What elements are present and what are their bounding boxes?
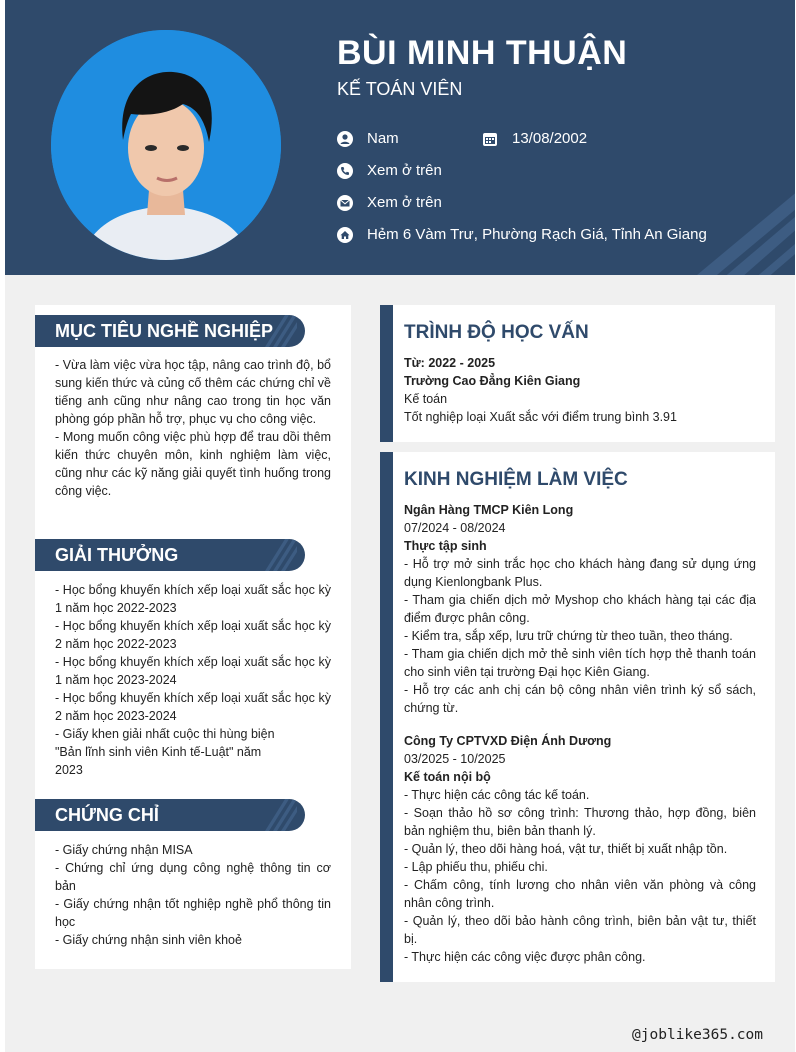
job-duty: - Thực hiện các công việc được phân công. (404, 950, 646, 964)
list-item: - Giấy khen giải nhất cuộc thi hùng biện "Bản lĩnh sinh viên Kinh tế-Luật" năm 2023 (55, 727, 275, 777)
birthdate-row (482, 130, 587, 147)
phone-row (337, 162, 442, 179)
list-item: - Mong muốn công việc phù hợp để trau dồi thêm kiến thức chuyên môn, kinh nghiệm làm việc, cũng như các kỹ năng giải quyết tình huống trong công việc. (55, 430, 331, 498)
job-period: 07/2024 - 08/2024 (404, 521, 506, 535)
email-value: Xem ở trên (367, 194, 442, 211)
phone-value: Xem ở trên (367, 162, 442, 179)
list-item: - Học bổng khuyến khích xếp loại xuất sắc học kỳ 2 năm học 2023-2024 (55, 691, 331, 723)
experience-heading: KINH NGHIỆM LÀM VIỆC (404, 469, 628, 490)
list-item: - Vừa làm việc vừa học tập, nâng cao trình độ, bổ sung kiến thức và củng cố thêm các chứng chỉ về tiếng anh cũng như nâng cao trong tin học văn phòng góp phần hỗ trợ, phục vụ cho công việc. (55, 358, 331, 426)
education-heading: TRÌNH ĐỘ HỌC VẤN (404, 322, 589, 343)
email-row (337, 194, 442, 211)
phone-icon (337, 163, 353, 179)
certificates-list (55, 841, 331, 949)
section-accent-bar (380, 305, 393, 442)
career-goal-heading: MỤC TIÊU NGHỀ NGHIỆP (35, 315, 305, 347)
list-item: - Học bổng khuyến khích xếp loại xuất sắc học kỳ 1 năm học 2022-2023 (55, 583, 331, 615)
left-column (35, 305, 351, 969)
major: Kế toán (404, 392, 448, 406)
job-duty: - Kiểm tra, sắp xếp, lưu trữ chứng từ theo tuần, theo tháng. (404, 629, 733, 643)
section-accent-bar (380, 452, 393, 982)
user-icon (337, 131, 353, 147)
job-duty: - Quản lý, theo dõi hàng hoá, vật tư, thiết bị xuất nhập tồn. (404, 842, 728, 856)
job-title: KẾ TOÁN VIÊN (337, 79, 463, 99)
gender-row (337, 130, 399, 147)
job-duty: - Tham gia chiến dịch mở Myshop cho khách hàng tại các địa điểm được phân công. (404, 593, 756, 625)
education-section (380, 305, 775, 442)
calendar-icon (482, 131, 498, 147)
candidate-name: BÙI MINH THUẬN (337, 34, 628, 72)
company-name: Công Ty CPTVXD Điện Ánh Dương (404, 734, 612, 748)
job-position: Thực tập sinh (404, 539, 487, 553)
school-name: Trường Cao Đẳng Kiên Giang (404, 374, 581, 388)
decorative-stripes (655, 165, 795, 275)
address-row (337, 226, 707, 243)
awards-list (55, 581, 331, 779)
cv-header (5, 0, 795, 275)
list-item: - Chứng chỉ ứng dụng công nghệ thông tin cơ bản (55, 861, 331, 893)
job-duty: - Lập phiếu thu, phiếu chi. (404, 860, 548, 874)
heading-stripes (247, 799, 297, 831)
job-entry (404, 732, 756, 966)
certificates-heading: CHỨNG CHỈ (35, 799, 305, 831)
list-item: - Học bổng khuyến khích xếp loại xuất sắc học kỳ 2 năm học 2022-2023 (55, 619, 331, 651)
job-period: 03/2025 - 10/2025 (404, 752, 506, 766)
home-icon (337, 227, 353, 243)
gender-value: Nam (367, 130, 399, 147)
career-goal-list (55, 356, 331, 500)
graduation-result: Tốt nghiệp loại Xuất sắc với điểm trung bình 3.91 (404, 410, 677, 424)
birthdate-value: 13/08/2002 (512, 130, 588, 147)
watermark-text: @joblike365.com (632, 1027, 763, 1043)
email-icon (337, 195, 353, 211)
job-entry (404, 501, 756, 717)
heading-stripes (247, 539, 297, 571)
job-duty: - Thực hiện các công tác kế toán. (404, 788, 590, 802)
education-period: Từ: 2022 - 2025 (404, 356, 496, 370)
address-value: Hẻm 6 Vàm Trư, Phường Rạch Giá, Tỉnh An Giang (367, 226, 707, 243)
list-item: - Giấy chứng nhận MISA (55, 843, 193, 857)
profile-photo (51, 30, 281, 260)
list-item: - Học bổng khuyến khích xếp loại xuất sắc học kỳ 1 năm học 2023-2024 (55, 655, 331, 687)
job-duty: - Tham gia chiến dịch mở thẻ sinh viên tích hợp thẻ thanh toán cho sinh viên tại trường Đại học Kiên Giang. (404, 647, 756, 679)
company-name: Ngân Hàng TMCP Kiên Long (404, 503, 574, 517)
job-duty: - Hỗ trợ các anh chị cán bộ công nhân viên trình ký sổ sách, chứng từ. (404, 683, 756, 715)
job-duty: - Quản lý, theo dõi bảo hành công trình, biên bản vật tư, thiết bị. (404, 914, 756, 946)
list-item: - Giấy chứng nhận sinh viên khoẻ (55, 933, 242, 947)
cv-page (5, 0, 795, 1052)
awards-heading: GIẢI THƯỞNG (35, 539, 305, 571)
job-duty: - Chấm công, tính lương cho nhân viên văn phòng và công nhân công trình. (404, 878, 756, 910)
list-item: - Giấy chứng nhận tốt nghiệp nghề phổ thông tin học (55, 897, 331, 929)
job-duty: - Hỗ trợ mở sinh trắc học cho khách hàng đang sử dụng ứng dụng Kienlongbank Plus. (404, 557, 756, 589)
education-details (404, 354, 756, 426)
job-duty: - Soạn thảo hồ sơ công trình: Thương thảo, hợp đồng, biên bản nghiệm thu, biên bản thanh lý. (404, 806, 756, 838)
job-position: Kế toán nội bộ (404, 770, 491, 784)
experience-section (380, 452, 775, 982)
heading-stripes (247, 315, 297, 347)
